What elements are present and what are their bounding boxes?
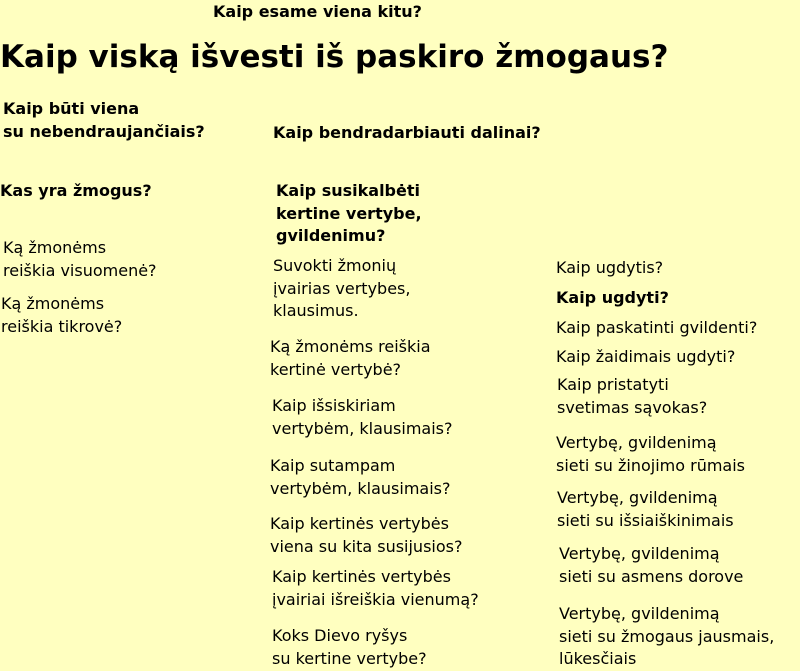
right-item: Kaip ugdytis? xyxy=(556,258,664,277)
left-heading-2: Kas yra žmogus? xyxy=(0,181,152,200)
middle-item: Kaip išsiskiriam vertybėm, klausimais? xyxy=(272,396,453,438)
middle-item: Kaip kertinės vertybės viena su kita susijusios? xyxy=(270,514,463,556)
left-item: Ką žmonėms reiškia tikrovė? xyxy=(1,294,123,336)
left-heading-1: Kaip būti viena su nebendraujančiais? xyxy=(3,99,205,141)
left-item: Ką žmonėms reiškia visuomenė? xyxy=(3,238,157,280)
right-item: Vertybę, gvildenimą sieti su žmogaus jausmais, lūkesčiais xyxy=(559,604,775,668)
right-heading: Kaip ugdyti? xyxy=(556,288,669,307)
top-question: Kaip esame viena kitu? xyxy=(213,2,422,21)
middle-heading-2: Kaip susikalbėti kertine vertybe, gvildenimu? xyxy=(276,181,422,245)
middle-item: Koks Dievo ryšys su kertine vertybe? xyxy=(272,626,427,668)
middle-item: Kaip kertinės vertybės įvairiai išreiškia vienumą? xyxy=(272,567,479,609)
page-title: Kaip viską išvesti iš paskiro žmogaus? xyxy=(0,39,669,75)
right-item: Vertybę, gvildenimą sieti su išsiaiškinimais xyxy=(557,488,734,530)
right-item: Vertybę, gvildenimą sieti su asmens dorove xyxy=(559,544,744,586)
right-item: Kaip žaidimais ugdyti? xyxy=(556,347,736,366)
middle-item: Kaip sutampam vertybėm, klausimais? xyxy=(270,456,451,498)
middle-item: Ką žmonėms reiškia kertinė vertybė? xyxy=(270,337,431,379)
right-item: Kaip pristatyti svetimas sąvokas? xyxy=(557,375,708,417)
right-item: Kaip paskatinti gvildenti? xyxy=(556,318,758,337)
middle-heading-1: Kaip bendradarbiauti dalinai? xyxy=(273,123,541,142)
middle-item: Suvokti žmonių įvairias vertybes, klausimus. xyxy=(273,256,411,320)
right-item: Vertybę, gvildenimą sieti su žinojimo rūmais xyxy=(556,433,746,475)
